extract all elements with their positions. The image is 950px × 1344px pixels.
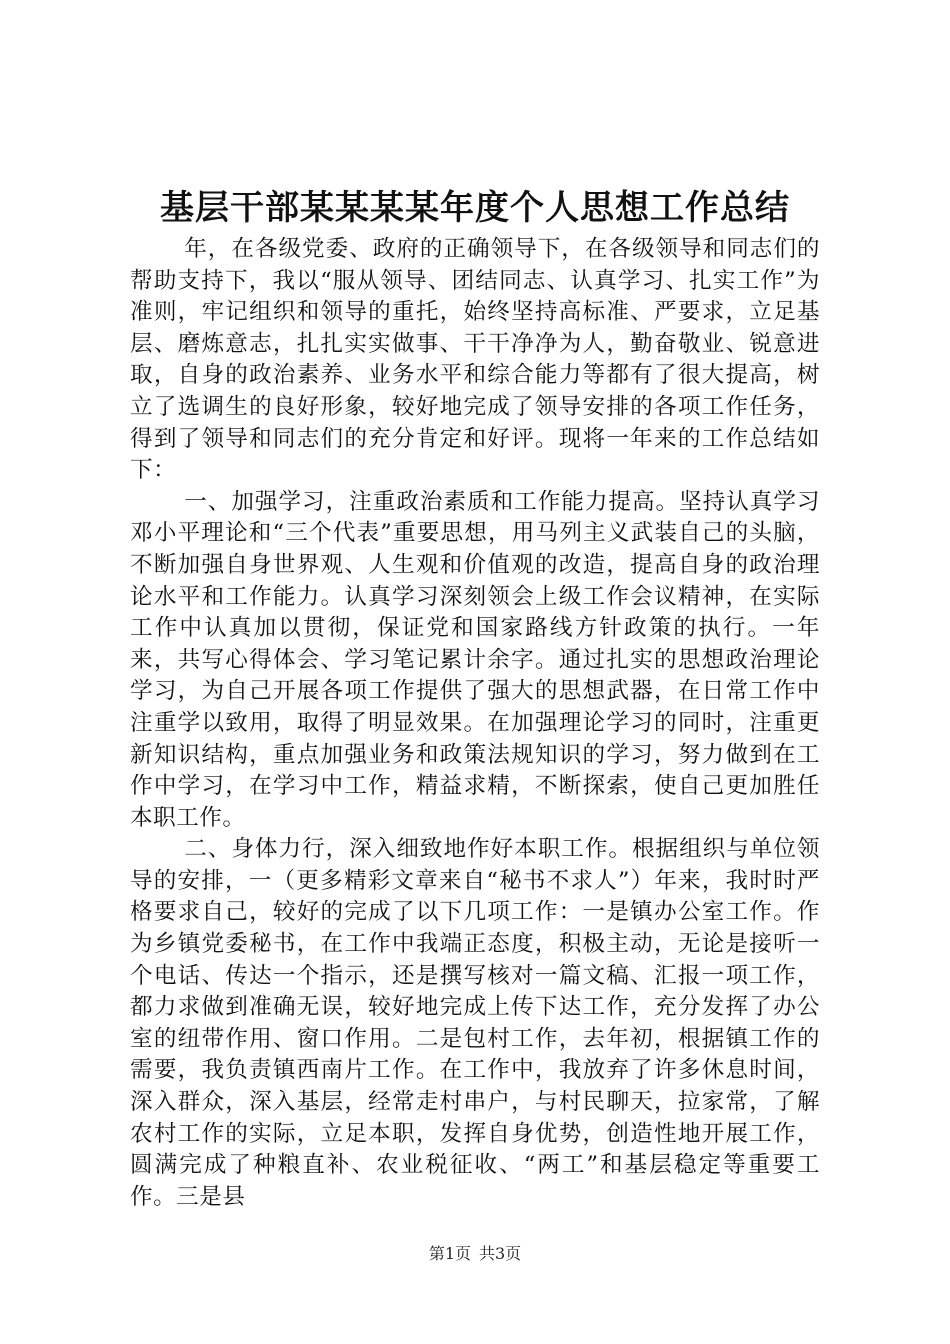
page-footer [0,1244,950,1264]
page-total: 共3页 [479,1244,522,1263]
paragraph-intro: 年，在各级党委、政府的正确领导下，在各级领导和同志们的帮助支持下，我以“服从领导、团结同志、认真学习、扎实工作”为准则，牢记组织和领导的重托，始终坚持高标准、严要求，立足基层、磨炼意志，扎扎实实做事、干干净净为人，勤奋敬业、锐意进取，自身的政治素养、业务水平和综合能力等都有了很大提高，树立了选调生的良好形象，较好地完成了领导安排的各项工作任务，得到了领导和同志们的充分肯定和好评。现将一年来的工作总结如下： [130,236,820,484]
paragraph-section-two: 二、身体力行，深入细致地作好本职工作。根据组织与单位领导的安排，一（更多精彩文章来自“秘书不求人”）年来，我时时严格要求自己，较好的完成了以下几项工作：一是镇办公室工作。作为乡镇党委秘书，在工作中我端正态度，积极主动，无论是接听一个电话、传达一个指示，还是撰写核对一篇文稿、汇报一项工作，都力求做到准确无误，较好地完成上传下达工作，充分发挥了办公室的纽带作用、窗口作用。二是包村工作，去年初，根据镇工作的需要，我负责镇西南片工作。在工作中，我放弃了许多休息时间，深入群众，深入基层，经常走村串户，与村民聊天，拉家常，了解农村工作的实际，立足本职，发挥自身优势，创造性地开展工作，圆满完成了种粮直补、农业税征收、“两工”和基层稳定等重要工作。三是县 [130,836,820,1210]
document-body [130,234,820,1213]
page-number: 第1页 [428,1244,471,1263]
document-title: 基层干部某某某某年度个人思想工作总结 [160,188,790,228]
paragraph-section-one: 一、加强学习，注重政治素质和工作能力提高。坚持认真学习邓小平理论和“三个代表”重要思想，用马列主义武装自己的头脑，不断加强自身世界观、人生观和价值观的改造，提高自身的政治理论水平和工作能力。认真学习深刻领会上级工作会议精神，在实际工作中认真加以贯彻，保证党和国家路线方针政策的执行。一年来，共写心得体会、学习笔记累计余字。通过扎实的思想政治理论学习，为自己开展各项工作提供了强大的思想武器，在日常工作中注重学以致用，取得了明显效果。在加强理论学习的同时，注重更新知识结构，重点加强业务和政策法规知识的学习，努力做到在工作中学习，在学习中工作，精益求精，不断探索，使自己更加胜任本职工作。 [130,488,820,831]
